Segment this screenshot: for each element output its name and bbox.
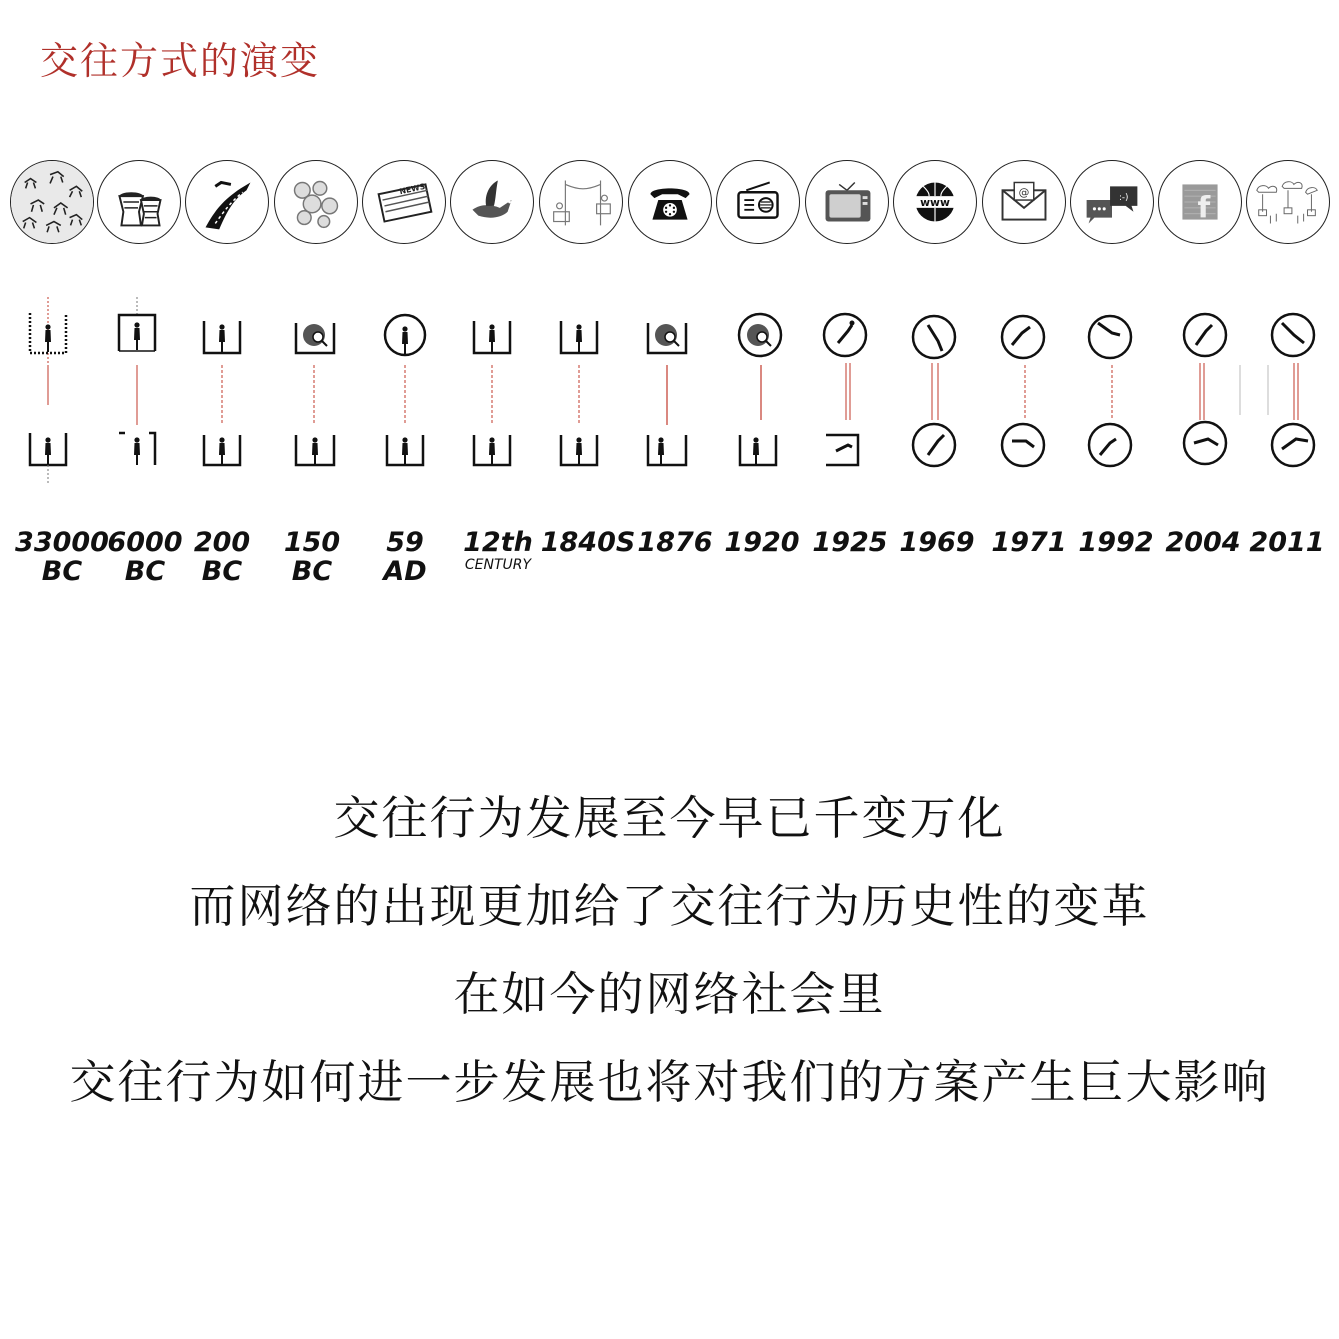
stage-1969 (913, 316, 955, 466)
year-label: 2004 (1165, 527, 1241, 558)
stage-1992 (1089, 316, 1131, 466)
year-label: 1992 (1078, 527, 1154, 558)
coins-icon (274, 160, 358, 244)
www-icon (893, 160, 977, 244)
year-label: 150 BC (283, 527, 341, 587)
text-line-1: 交往行为发展至今早已千变万化 (333, 791, 1006, 845)
stage-33000bc (30, 297, 66, 485)
year-label: 12th CENTURY (463, 527, 533, 573)
year-label: 1925 (812, 527, 888, 558)
drum-icon (97, 160, 181, 244)
year-label: 200 BC (193, 527, 251, 587)
stage-200bc (204, 321, 240, 465)
email-label: @ (1018, 186, 1030, 200)
newspaper-label: NEWS (398, 181, 427, 197)
page-title: 交往方式的演变 (40, 39, 321, 83)
stage-12th-century (474, 321, 510, 465)
stage-1840s (561, 321, 597, 465)
road-icon (185, 160, 269, 244)
stage-1925 (824, 314, 866, 465)
stage-2011 (1268, 314, 1314, 466)
year-label: 59 AD (383, 527, 427, 587)
stage-6000bc (119, 297, 155, 465)
cave-painting-icon (10, 160, 94, 244)
telegraph-icon (539, 160, 623, 244)
social-network-icon (1246, 160, 1330, 244)
telephone-icon (628, 160, 712, 244)
stage-59ad (385, 315, 425, 465)
facebook-label: f (1197, 190, 1211, 225)
chat-label: :-) (1118, 193, 1129, 204)
year-label: 1971 (991, 527, 1067, 558)
text-line-2: 而网络的出现更加给了交往行为历史性的变革 (189, 879, 1150, 933)
facebook-icon (1158, 160, 1242, 244)
stage-1971 (1002, 316, 1044, 466)
year-label: 1876 (637, 527, 713, 558)
pigeon-icon (450, 160, 534, 244)
television-icon (805, 160, 889, 244)
email-icon (982, 160, 1066, 244)
chat-bubbles-icon (1070, 160, 1154, 244)
stage-diagram (0, 285, 1339, 495)
www-label: www (920, 195, 950, 209)
newspaper-icon (362, 160, 446, 244)
text-line-4: 交往行为如何进一步发展也将对我们的方案产生巨大影响 (69, 1055, 1270, 1109)
year-label: 1920 (724, 527, 800, 558)
year-label: 1840S (540, 527, 636, 558)
stage-150bc (296, 323, 334, 465)
stage-1876 (648, 323, 686, 465)
year-label: 1969 (899, 527, 975, 558)
stage-1920 (739, 314, 781, 465)
year-label: 6000 BC (107, 527, 183, 587)
text-line-3: 在如今的网络社会里 (453, 967, 886, 1021)
radio-icon (716, 160, 800, 244)
year-label: 2011 (1249, 527, 1325, 558)
year-label: 33000 BC (15, 527, 109, 587)
stage-2004 (1184, 314, 1240, 464)
